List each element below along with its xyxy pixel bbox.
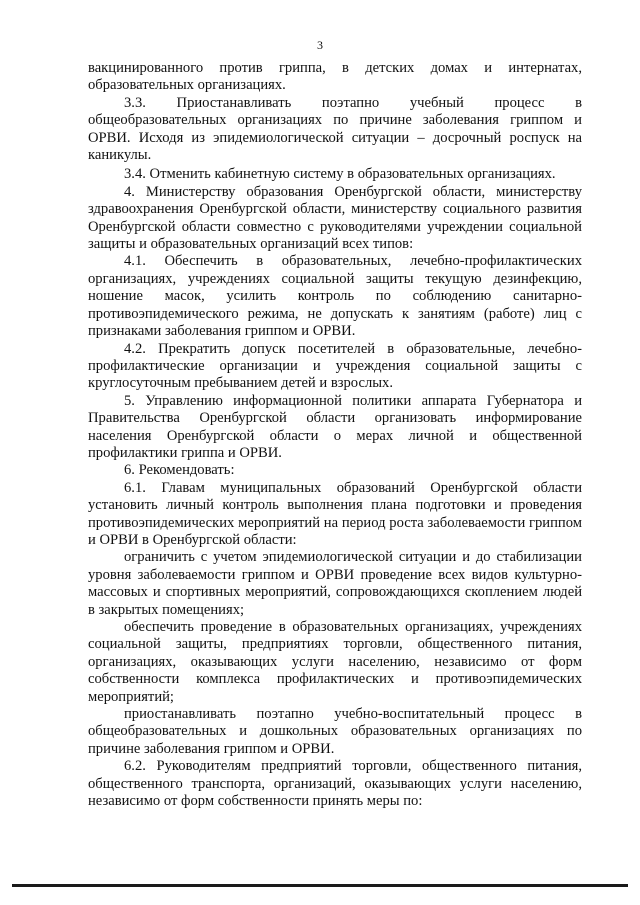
paragraph-3-4: 3.4. Отменить кабинетную систему в образовательных организациях. (124, 166, 556, 183)
paragraph-6-1-prevention-measures: обеспечить проведение в образовательных организациях, учреждениях социальной защиты, предприятиях торговли, общественного питания, организациях, оказывающих услуги населению, независимо от форм собственности комплекса профилактических и противоэпидемических мероприятий; (88, 619, 582, 705)
document-body (88, 60, 582, 810)
page-number: 3 (317, 38, 323, 52)
paragraph-3-3: 3.3. Приостанавливать поэтапно учебный процесс в общеобразовательных организациях по причине заболевания гриппом и ОРВИ. Исходя из эпидемиологической ситуации – досрочный роспуск на каникулы. (88, 94, 582, 164)
paragraph-continuation: вакцинированного против гриппа, в детских домах и интернатах, образовательных организациях. (88, 60, 582, 94)
paragraph-4: 4. Министерству образования Оренбургской области, министерству здравоохранения Оренбургской области, министерству социального развития Оренбургской области совместно с руководителями учреждении социальной защиты и образовательных организаций всех типов: (88, 183, 582, 253)
paragraph-6-2: 6.2. Руководителям предприятий торговли, общественного питания, общественного транспорта, организаций, оказывающих услуги населению, независимо от форм собственности принять меры по: (88, 758, 582, 810)
paragraph-4-2: 4.2. Прекратить допуск посетителей в образовательные, лечебно-профилактические организации и учреждения социальной защиты с круглосуточным пребыванием детей и взрослых. (88, 340, 582, 392)
paragraph-6-1: 6.1. Главам муниципальных образований Оренбургской области установить личный контроль выполнения плана подготовки и проведения противоэпидемических мероприятий на период роста заболеваемости гриппом и ОРВИ в Оренбургской области: (88, 479, 582, 548)
paragraph-6: 6. Рекомендовать: (124, 462, 235, 479)
paragraph-6-1-limit-events: ограничить с учетом эпидемиологической ситуации и до стабилизации уровня заболеваемости гриппом и ОРВИ проведение всех видов культурно-массовых и спортивных мероприятий, сопровождающихся скоплением людей в закрытых помещениях; (88, 549, 582, 618)
paragraph-5: 5. Управлению информационной политики аппарата Губернатора и Правительства Оренбургской области организовать информирование населения Оренбургской области о мерах личной и общественной профилактики гриппа и ОРВИ. (88, 392, 582, 461)
paragraph-4-1: 4.1. Обеспечить в образовательных, лечебно-профилактических организациях, учреждениях социальной защиты текущую дезинфекцию, ношение масок, усилить контроль по соблюдению санитарно-противоэпидемического режима, не допускать к занятиям (работе) лиц с признаками заболевания гриппом и ОРВИ. (88, 253, 582, 340)
paragraph-6-1-suspend-education: приостанавливать поэтапно учебно-воспитательный процесс в общеобразовательных и дошкольных образовательных организациях по причине заболевания гриппом и ОРВИ. (88, 706, 582, 757)
bottom-rule (12, 884, 628, 887)
